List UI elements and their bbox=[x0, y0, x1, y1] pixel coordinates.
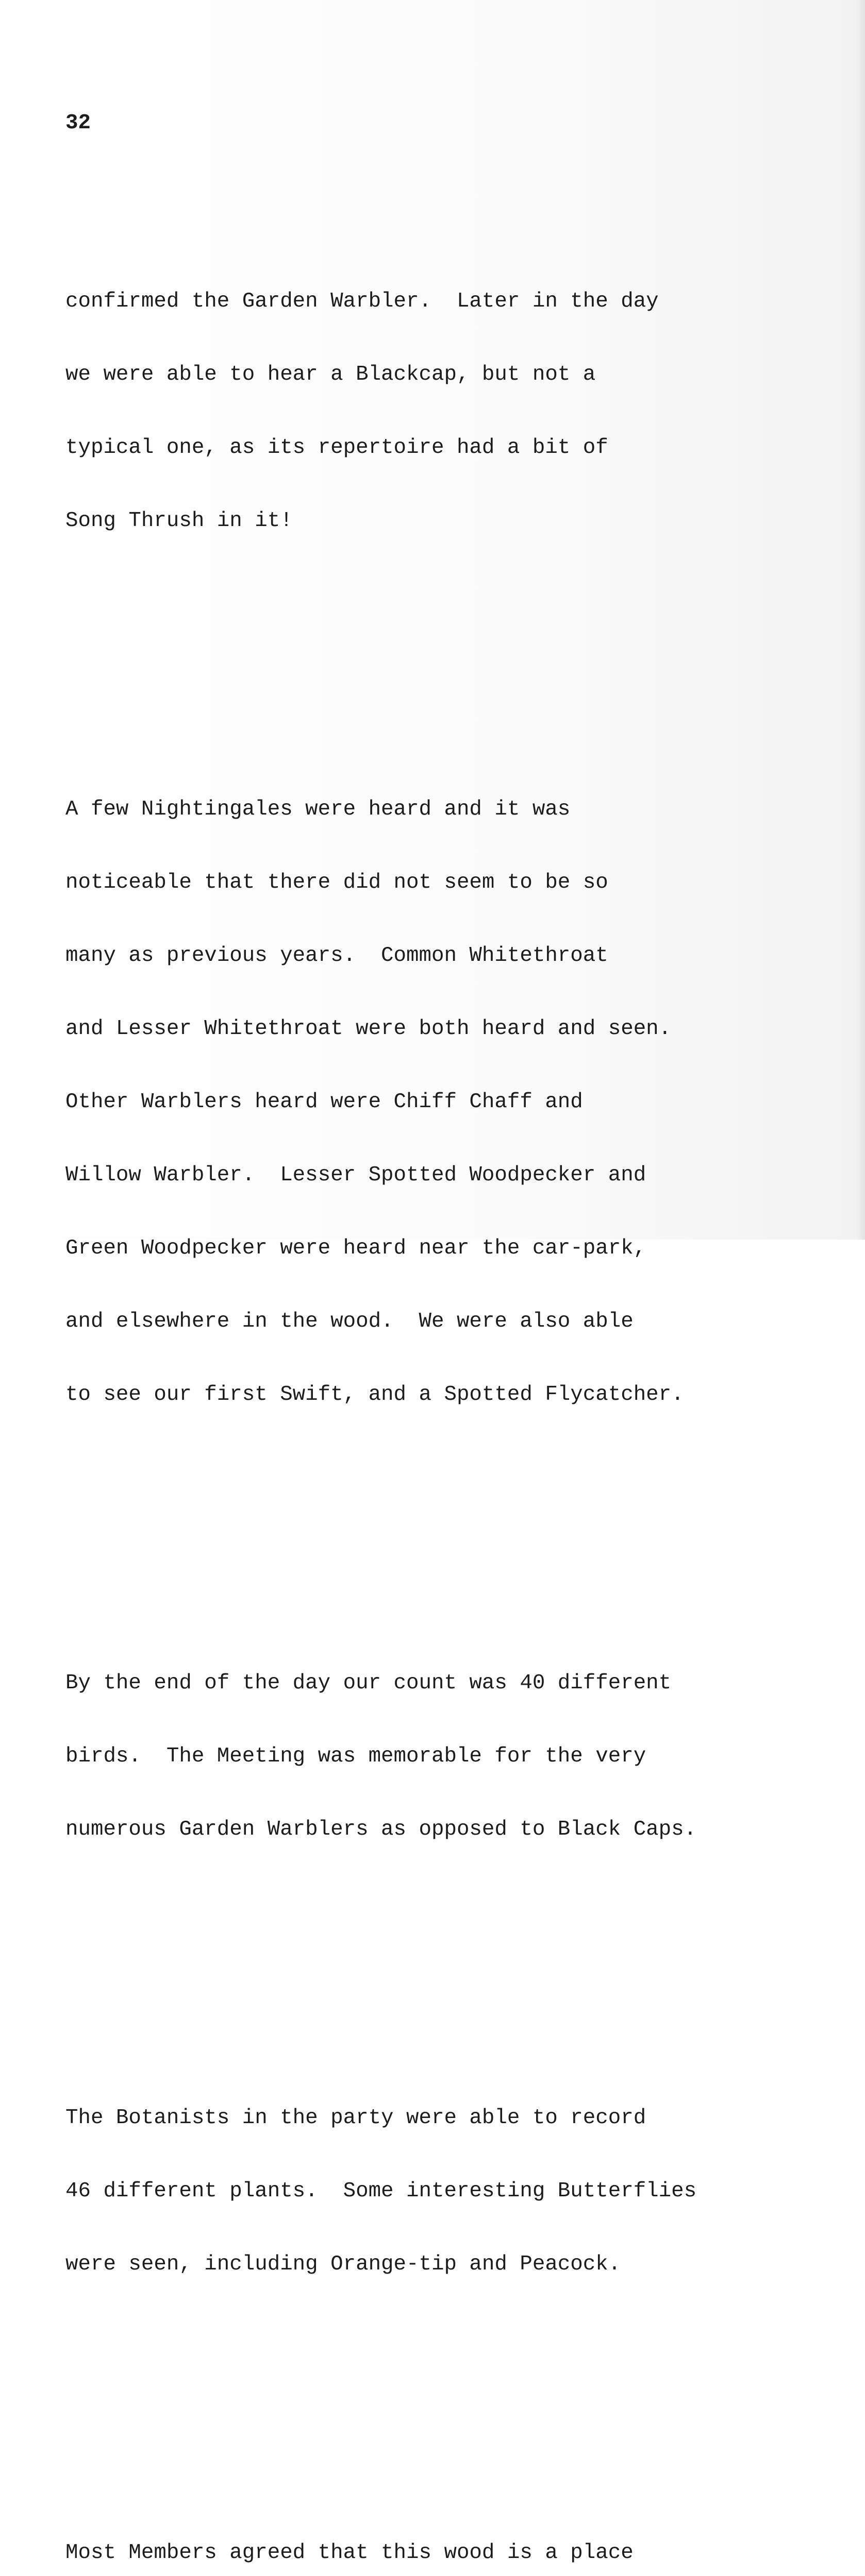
paragraph-gap bbox=[65, 629, 854, 654]
text-line: Other Warblers heard were Chiff Chaff and bbox=[65, 1090, 583, 1114]
paragraph-gap bbox=[65, 2372, 854, 2398]
paragraph-botanists bbox=[65, 2058, 854, 2325]
text-line: we were able to hear a Blackcap, but not a bbox=[65, 363, 596, 386]
text-line: many as previous years. Common Whitethroat bbox=[65, 944, 608, 968]
page-edge-shadow bbox=[856, 0, 865, 1240]
text-line: Willow Warbler. Lesser Spotted Woodpecker and bbox=[65, 1163, 646, 1187]
paragraph-nightingales bbox=[65, 749, 854, 1455]
text-line: 46 different plants. Some interesting Butterflies bbox=[65, 2179, 697, 2203]
text-line: Most Members agreed that this wood is a place bbox=[65, 2541, 634, 2565]
document-body bbox=[65, 61, 854, 2576]
text-line: numerous Garden Warblers as opposed to Black Caps. bbox=[65, 1818, 697, 1841]
text-line: Song Thrush in it! bbox=[65, 509, 293, 533]
text-line: Green Woodpecker were heard near the car-park, bbox=[65, 1236, 646, 1260]
text-line: confirmed the Garden Warbler. Later in the day bbox=[65, 290, 659, 313]
text-line: were seen, including Orange-tip and Peacock. bbox=[65, 2252, 621, 2276]
text-line: The Botanists in the party were able to record bbox=[65, 2106, 646, 2130]
paragraph-bird-count bbox=[65, 1623, 854, 1890]
paragraph-gap bbox=[65, 1937, 854, 1963]
page-number: 32 bbox=[65, 111, 91, 135]
text-line: noticeable that there did not seem to be so bbox=[65, 871, 608, 894]
text-line: birds. The Meeting was memorable for the very bbox=[65, 1744, 646, 1768]
text-line: and elsewhere in the wood. We were also able bbox=[65, 1310, 634, 1333]
text-line: typical one, as its repertoire had a bit of bbox=[65, 436, 608, 460]
text-line: A few Nightingales were heard and it was bbox=[65, 798, 571, 821]
paragraph-garden-warbler bbox=[65, 241, 854, 581]
text-line: to see our first Swift, and a Spotted Flycatcher. bbox=[65, 1383, 684, 1406]
paragraph-gap bbox=[65, 1502, 854, 1528]
text-line: and Lesser Whitethroat were both heard and seen. bbox=[65, 1017, 672, 1041]
paragraph-conclusion bbox=[65, 2493, 854, 2576]
text-line: By the end of the day our count was 40 different bbox=[65, 1671, 672, 1695]
